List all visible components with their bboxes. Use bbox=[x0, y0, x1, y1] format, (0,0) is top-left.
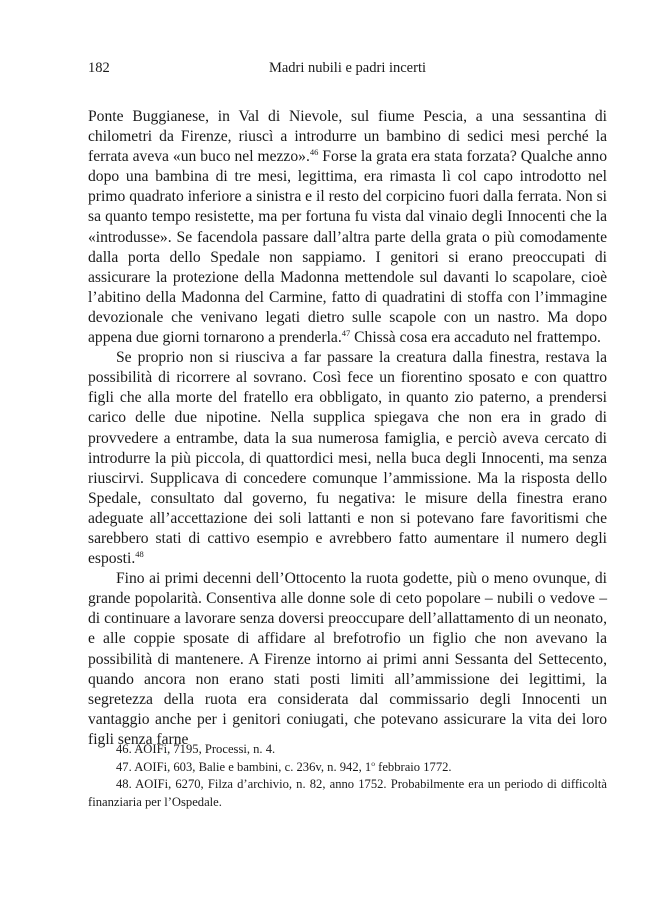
footnote-ref-46: 46 bbox=[309, 147, 319, 157]
paragraph-1 bbox=[88, 107, 607, 348]
footnote-ref-47: 47 bbox=[341, 327, 351, 338]
page-header bbox=[88, 60, 607, 82]
body-text bbox=[88, 107, 607, 750]
footnote-46: 46. AOIFi, 7195, Processi, n. 4. bbox=[116, 742, 276, 756]
paragraph-1-text-c: Chissà cosa era accaduto nel frattempo. bbox=[350, 329, 601, 347]
footnote-47 bbox=[88, 759, 607, 777]
paragraph-1-text-a: Ponte Buggianese, in Val di Nievole, sul fiume Pescia, a una sessantina di chilometri da Firenze, riuscì a introdurre un bambino di sedici mesi perché la ferrata aveva «un buco nel mezzo». bbox=[88, 108, 607, 166]
paragraph-2 bbox=[88, 348, 607, 569]
paragraph-1-text-b: Forse la grata era stata forzata? Qualche anno dopo una bambina di tre mesi, legittima, era rimasta lì col capo introdotto nel primo quadrato inferiore a sinistra e il resto del corpicino fuori dalla ferrata. Non si sa quanto tempo resistette, ma per fortuna fu vista dal vinaio degli Innocenti che la «introdusse». Se facendola passare dall’altra parte della grata o più comodamente dalla porta dello Spedale non sappiamo. I genitori si erano preoccupati di assicurare la protezione della Madonna mettendole sul davanti lo scapolare, cioè l’abitino della Madonna del Carmine, fatto di quadratini di stoffa con l’immagine devozionale che venivano legati dietro sulle scapole con un nastro. Ma dopo appena due giorni tornarono a prenderla. bbox=[88, 148, 607, 347]
paragraph-3-text: Fino ai primi decenni dell’Ottocento la ruota godette, più o meno ovunque, di grande popolarità. Consentiva alle donne sole di ceto popolare – nubili o vedove – di continuare a lavorare senza doversi preoccupare dell’allattamento di un neonato, e alle coppie sposate di affidare al brefotrofio un figlio che non avevano la possibilità di mantenere. A Firenze intorno ai primi anni Sessanta del Settecento, quando ancora non erano stati posti limiti all’ammissione dei legittimi, la segretezza della ruota era considerata dal commissario degli Innocenti un vantaggio anche per i genitori coniugati, che potevano assicurare la vita dei loro figli senza farne bbox=[88, 570, 607, 748]
footnote-48: 48. AOIFi, 6270, Filza d’archivio, n. 82, anno 1752. Probabilmente era un periodo di difficoltà finanziaria per l’Ospedale. bbox=[88, 777, 607, 809]
footnote-47-text-a: 47. AOIFi, 603, Balie e bambini, c. 236v, n. 942, 1 bbox=[116, 759, 372, 774]
footnote-47-ordinal: o bbox=[371, 758, 375, 768]
paragraph-3 bbox=[88, 569, 607, 750]
footnote-ref-48: 48 bbox=[135, 548, 144, 559]
paragraph-2-text: Se proprio non si riusciva a far passare la creatura dalla finestra, restava la possibilità di ricorrere al sovrano. Così fece un fiorentino sposato e con quattro figli che alla morte del fratello era obbligato, in quanto zio paterno, a prendersi carico delle due nipotine. Nella supplica spiegava che non era in grado di provvedere a entrambe, data la sua numerosa famiglia, e perciò aveva cercato di introdurre la più piccola, di quattordici mesi, nella buca degli Innocenti, ma senza riuscirvi. Supplicava di concedere comunque l’ammissione. Ma la risposta dello Spedale, consultato dal governo, fu negativa: le misure della finestra erano adeguate all’accettazione dei soli lattanti e non si potevano fare favoritismi che sarebbero stati di cattivo esempio e avrebbero fatto aumentare il numero degli esposti. bbox=[88, 349, 607, 568]
running-title: Madri nubili e padri incerti bbox=[268, 60, 427, 76]
page-number: 182 bbox=[88, 60, 110, 76]
footnote-47-text-b: febbraio 1772. bbox=[374, 759, 452, 774]
footnotes bbox=[88, 741, 607, 811]
